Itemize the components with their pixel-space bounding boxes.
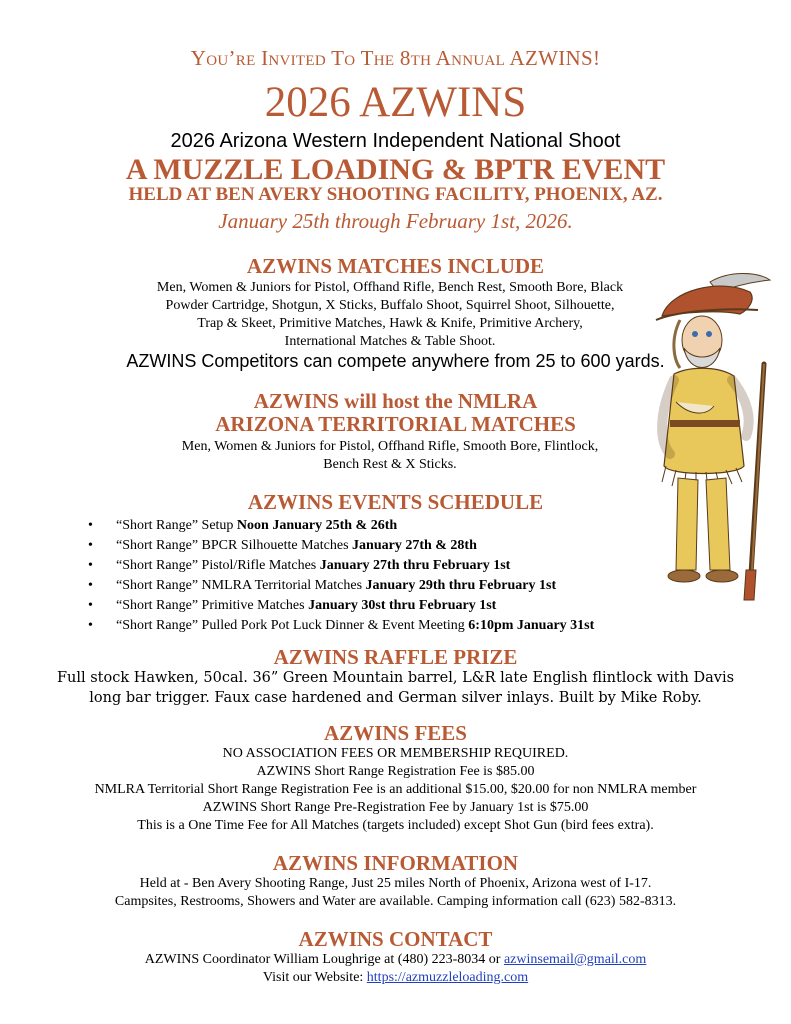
matches-line: Powder Cartridge, Shotgun, X Sticks, Buffalo Shoot, Squirrel Shoot, Silhouette, [165, 298, 615, 313]
schedule-item-text: “Short Range” Pulled Pork Pot Luck Dinner & Event Meeting [116, 618, 469, 633]
schedule-item-text: “Short Range” BPCR Silhouette Matches [116, 538, 353, 553]
schedule-item-date: 6:10pm January 31st [468, 618, 595, 633]
nmlra-description [100, 438, 680, 474]
nmlra-heading-line-2: ARIZONA TERRITORIAL MATCHES [215, 412, 576, 436]
contact-line [20, 951, 771, 969]
schedule-item-text: “Short Range” Setup [116, 518, 237, 533]
schedule-item-date: January 27th & 28th [352, 538, 477, 553]
schedule-item-text: “Short Range” NMLRA Territorial Matches [116, 578, 366, 593]
fees-line: NMLRA Territorial Short Range Registration Fee is an additional $15.00, $20.00 for non NMLRA member [94, 782, 697, 797]
nmlra-line: Men, Women & Juniors for Pistol, Offhand Rifle, Smooth Bore, Flintlock, [181, 439, 599, 454]
event-dates: January 25th through February 1st, 2026. [218, 209, 573, 233]
info-description [20, 875, 771, 911]
schedule-heading: AZWINS EVENTS SCHEDULE [247, 490, 544, 514]
matches-line: Trap & Skeet, Primitive Matches, Hawk & Knife, Primitive Archery, [197, 316, 583, 331]
mountain-man-illustration [640, 270, 780, 610]
fees-heading: AZWINS FEES [324, 721, 467, 745]
raffle-line: long bar trigger. Faux case hardened and German silver inlays. Built by Mike Roby. [89, 690, 702, 706]
compete-distance: AZWINS Competitors can compete anywhere from 25 to 600 yards. [126, 351, 665, 371]
email-link[interactable]: azwinsemail@gmail.com [503, 952, 647, 967]
schedule-item [88, 556, 688, 576]
event-title: A MUZZLE LOADING & BPTR EVENT [125, 153, 666, 186]
matches-heading: AZWINS MATCHES INCLUDE [246, 254, 545, 278]
contact-heading: AZWINS CONTACT [298, 927, 493, 951]
nmlra-line: Bench Rest & X Sticks. [323, 457, 457, 472]
fees-line: AZWINS Short Range Pre-Registration Fee by January 1st is $75.00 [202, 800, 589, 815]
schedule-item-date: January 30st thru February 1st [308, 598, 497, 613]
raffle-line: Full stock Hawken, 50cal. 36” Green Mountain barrel, L&R late English flintlock with Davis [56, 670, 735, 686]
fees-description [20, 745, 771, 835]
schedule-item [88, 576, 688, 596]
contact-line [20, 969, 771, 987]
raffle-heading: AZWINS RAFFLE PRIZE [273, 645, 518, 669]
info-line: Held at - Ben Avery Shooting Range, Just 25 miles North of Phoenix, Arizona west of I-17. [139, 876, 652, 891]
invitation-text: You’re Invited To The 8th Annual AZWINS! [190, 46, 601, 70]
schedule-item [88, 616, 688, 636]
schedule-list [88, 516, 688, 636]
matches-description [100, 279, 680, 351]
contact-description [20, 951, 771, 987]
fees-line: AZWINS Short Range Registration Fee is $85.00 [256, 764, 535, 779]
schedule-item [88, 596, 688, 616]
schedule-item [88, 516, 688, 536]
nmlra-heading-line-1: AZWINS will host the NMLRA [253, 389, 538, 413]
schedule-item [88, 536, 688, 556]
info-line: Campsites, Restrooms, Showers and Water are available. Camping information call (623) 582-8313. [114, 894, 677, 909]
fees-line: This is a One Time Fee for All Matches (targets included) except Shot Gun (bird fees extra). [137, 818, 654, 833]
raffle-description [30, 668, 761, 708]
schedule-item-text: “Short Range” Primitive Matches [116, 598, 309, 613]
schedule-item-text: “Short Range” Pistol/Rifle Matches [116, 558, 320, 573]
event-location: HELD AT BEN AVERY SHOOTING FACILITY, PHOENIX, AZ. [128, 184, 663, 205]
info-heading: AZWINS INFORMATION [272, 851, 519, 875]
schedule-item-date: Noon January 25th & 26th [236, 518, 398, 533]
matches-line: International Matches & Table Shoot. [284, 334, 496, 349]
website-label: Visit our Website: [262, 970, 367, 985]
website-link[interactable]: https://azmuzzleloading.com [366, 970, 529, 985]
schedule-item-date: January 27th thru February 1st [319, 558, 511, 573]
matches-line: Men, Women & Juniors for Pistol, Offhand Rifle, Bench Rest, Smooth Bore, Black [156, 280, 624, 295]
schedule-item-date: January 29th thru February 1st [365, 578, 557, 593]
fees-line: NO ASSOCIATION FEES OR MEMBERSHIP REQUIRED. [222, 746, 569, 761]
invitation-line [0, 46, 791, 71]
event-subtitle: 2026 Arizona Western Independent National Shoot [170, 130, 621, 152]
coordinator-text: AZWINS Coordinator William Loughrige at (480) 223-8034 or [144, 952, 504, 967]
year-title: 2026 AZWINS [264, 79, 527, 126]
